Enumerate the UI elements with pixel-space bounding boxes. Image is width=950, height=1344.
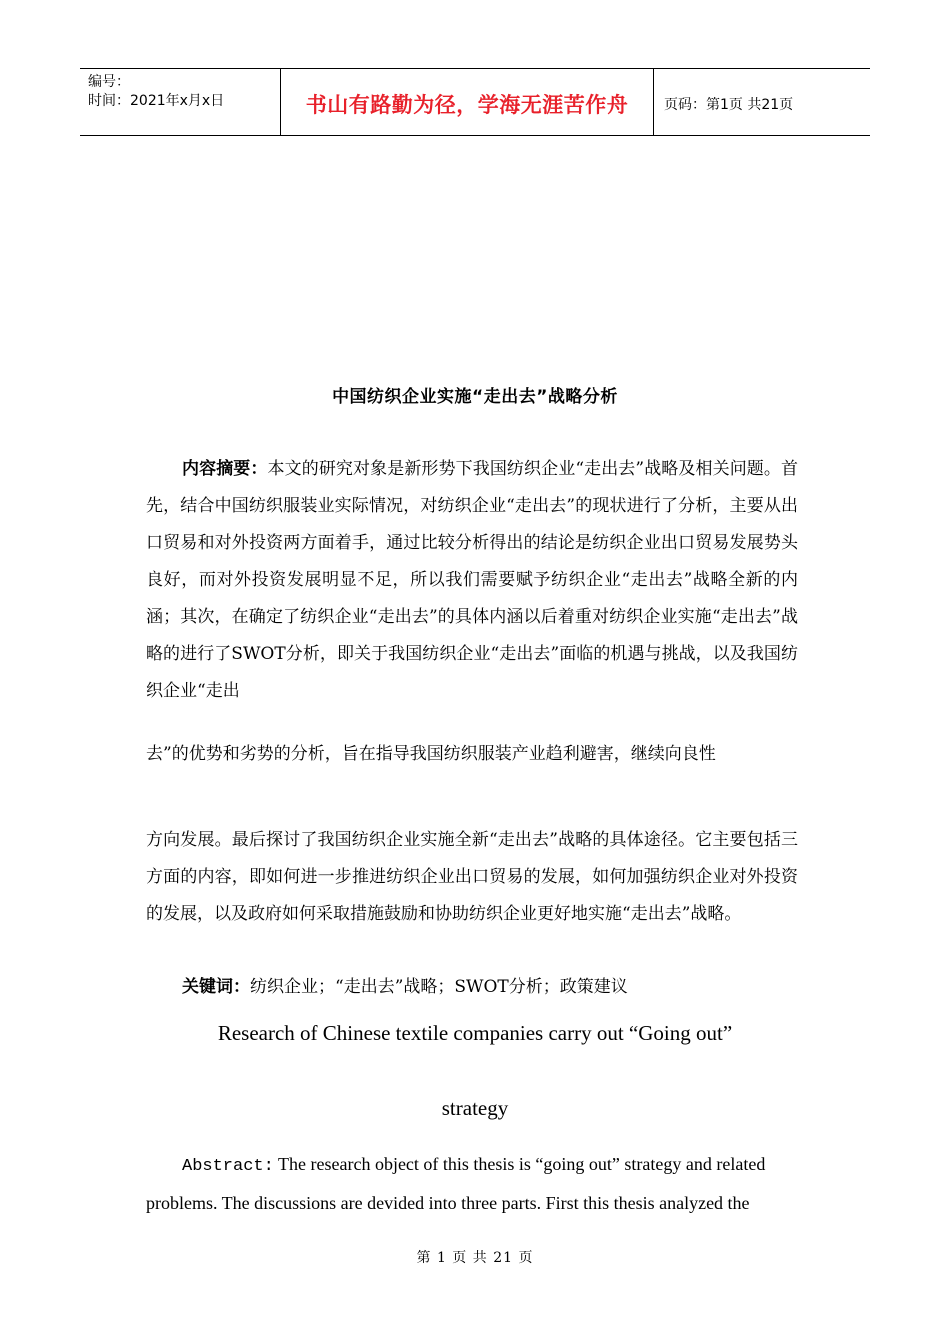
abstract-cn-paragraph-1 <box>146 451 798 710</box>
english-abstract <box>146 1146 806 1221</box>
header-page-info: 页码：第1页 共21页 <box>664 97 794 113</box>
english-abstract-label: Abstract: <box>182 1157 274 1176</box>
english-title-line-1: Research of Chinese textile companies carry out “Going out” <box>217 1021 733 1045</box>
english-abstract-line-1 <box>146 1146 806 1185</box>
page-footer: 第 1 页 共 21 页 <box>416 1250 534 1266</box>
abstract-cn-paragraph-2: 去”的优势和劣势的分析，旨在指导我国纺织服装产业趋利避害，继续向良性 <box>146 744 716 764</box>
english-title-line-2: strategy <box>441 1096 509 1120</box>
header-table <box>80 68 870 136</box>
abstract-cn-paragraph-3: 方向发展。最后探讨了我国纺织企业实施全新“走出去”战略的具体途径。它主要包括三方面的内容，即如何进一步推进纺织企业出口贸易的发展，如何加强纺织企业对外投资的发展，以及政府如何采取措施鼓励和协助纺织企业更好地实施“走出去”战略。 <box>146 830 798 924</box>
abstract-cn-label: 内容摘要： <box>182 459 268 479</box>
number-label: 编号： <box>88 74 130 90</box>
keywords-label: 关键词： <box>182 977 250 997</box>
header-motto: 书山有路勤为径，学海无涯苦作舟 <box>281 69 654 135</box>
abstract-cn-text-1: 本文的研究对象是新形势下我国纺织企业“走出去”战略及相关问题。首先，结合中国纺织服装业实际情况，对纺织企业“走出去”的现状进行了分析，主要从出口贸易和对外投资两方面着手，通过比较分析得出的结论是纺织企业出口贸易发展势头良好，而对外投资发展明显不足，所以我们需要赋予纺织企业“走出去”战略全新的内涵；其次，在确定了纺织企业“走出去”的具体内涵以后着重对纺织企业实施“走出去”战略的进行了SWOT分析，即关于我国纺织企业“走出去”面临的机遇与挑战，以及我国纺织企业“走出 <box>146 459 799 701</box>
keywords-line <box>182 972 628 997</box>
english-abstract-text-2: problems. The discussions are devided into three parts. First this thesis analyzed the <box>146 1193 750 1213</box>
header-meta-cell <box>80 69 281 135</box>
english-abstract-text-1: The research object of this thesis is “going out” strategy and related <box>273 1154 766 1174</box>
document-title: 中国纺织企业实施“走出去”战略分析 <box>332 387 618 407</box>
keywords-text: 纺织企业；“走出去”战略；SWOT分析；政策建议 <box>250 977 628 997</box>
time-label: 时间：2021年x月x日 <box>88 93 225 109</box>
